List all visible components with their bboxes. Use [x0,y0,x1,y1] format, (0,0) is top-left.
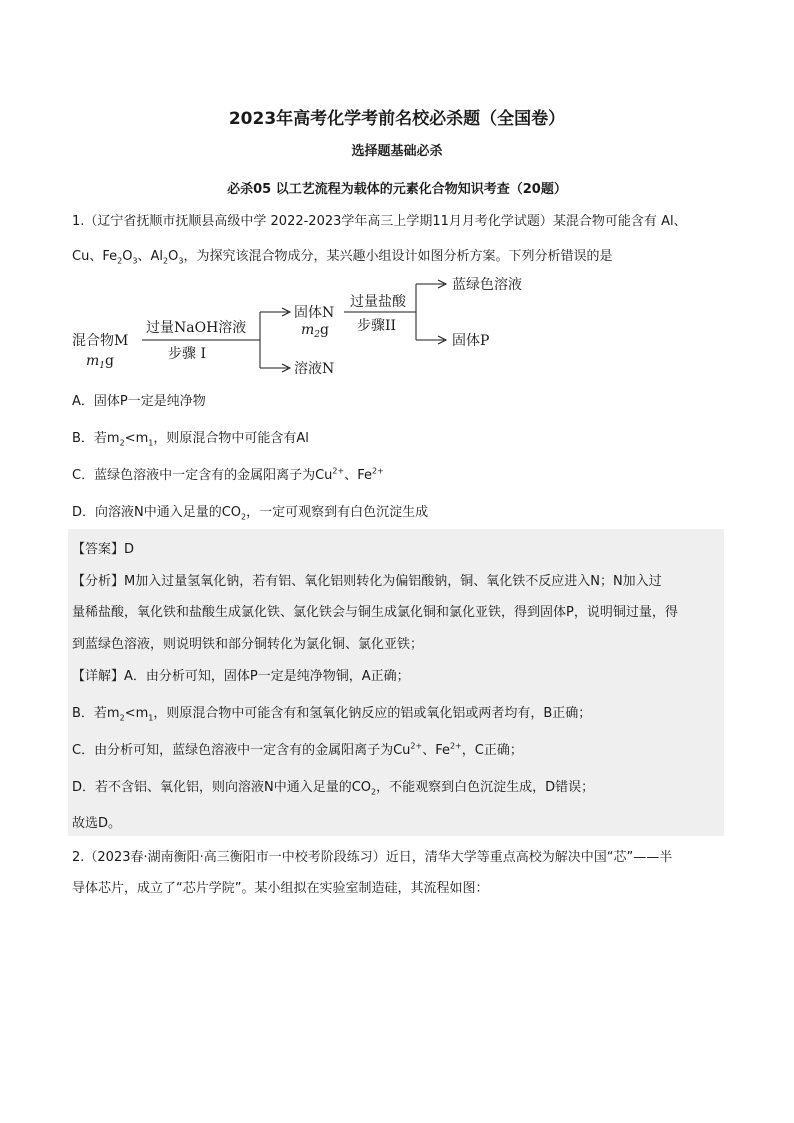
detail-line2: B．若$m_2<m_1$，则原混合物中可能含有和氢氧化钠反应的铝或氧化铝或两者均有，B正确； [72,706,592,723]
step1-label: 步骤 I [168,346,206,362]
analysis-line2: 量稀盐酸，氧化铁和盐酸生成氯化铁、氯化铁会与铜生成氯化铜和氯化亚铁，得到固体P，说明铜过量，得 [72,605,678,620]
solid-p-label: 固体P [452,333,490,349]
solution-n-label: 溶液N [294,361,335,377]
q2-line1: 2.（2023春·湖南衡阳·高三衡阳市一中校考阶段练习）近日，清华大学等重点高校为解决中国“芯”——半 [72,850,673,865]
answer-line: 【答案】D [72,542,135,557]
section-heading: 必杀05 以工艺流程为载体的元素化合物知识考查（20题） [227,182,567,197]
analysis-line1: 【分析】M加入过量氢氧化钠，若有铝、氧化铝则转化为偏铝酸钠，铜、氧化铁不反应进入N；N加入过 [72,574,662,589]
option-a: A．固体P一定是纯净物 [72,394,206,409]
blue-solution-label: 蓝绿色溶液 [452,277,522,293]
reagent2-label: 过量盐酸 [350,294,406,310]
flow-diagram [70,268,550,383]
detail-line3: C．由分析可知，蓝绿色溶液中一定含有的金属阳离子为$Cu^{2+}$、$Fe^{2+}$，C正确； [72,741,523,758]
detail-line4: D．若不含铝、氧化铝，则向溶液N中通入足量的$CO_2$，不能观察到白色沉淀生成，D错误； [72,780,595,797]
option-d: D．向溶液N中通入足量的$CO_2$，一定可观察到有白色沉淀生成 [72,505,429,522]
conclusion-line: 故选D。 [72,816,122,831]
solid-n-label: 固体N [294,305,335,321]
page-subtitle: 选择题基础必杀 [351,144,443,159]
q1-stem-line2: Cu、$Fe_2O_3$、$Al_2O_3$，为探究该混合物成分，某兴趣小组设计如图分析方案。下列分析错误的是 [72,249,613,266]
mixture-label: 混合物M [72,333,129,349]
detail-line1: 【详解】A．由分析可知，固体P一定是纯净物铜，A正确； [72,669,410,684]
q1-stem-line1: 1.（辽宁省抚顺市抚顺县高级中学 2022-2023学年高三上学期11月月考化学试题）某混合物可能含有 Al、 [72,214,687,229]
step2-label: 步骤II [357,318,397,334]
m2-label: $m_2g$ [301,322,329,340]
page-title: 2023年高考化学考前名校必杀题（全国卷） [228,109,566,129]
option-c: C．蓝绿色溶液中一定含有的金属阳离子为$Cu^{2+}$、$Fe^{2+}$ [72,466,384,483]
option-b: B．若$m_2<m_1$，则原混合物中可能含有Al [72,431,309,448]
m1-label: $m_1g$ [86,353,114,371]
reagent1-label: 过量NaOH溶液 [146,320,247,336]
analysis-line3: 到蓝绿色溶液，则说明铁和部分铜转化为氯化铜、氯化亚铁； [72,637,424,652]
q2-line2: 导体芯片，成立了“芯片学院”。某小组拟在实验室制造硅，其流程如图： [72,881,489,896]
